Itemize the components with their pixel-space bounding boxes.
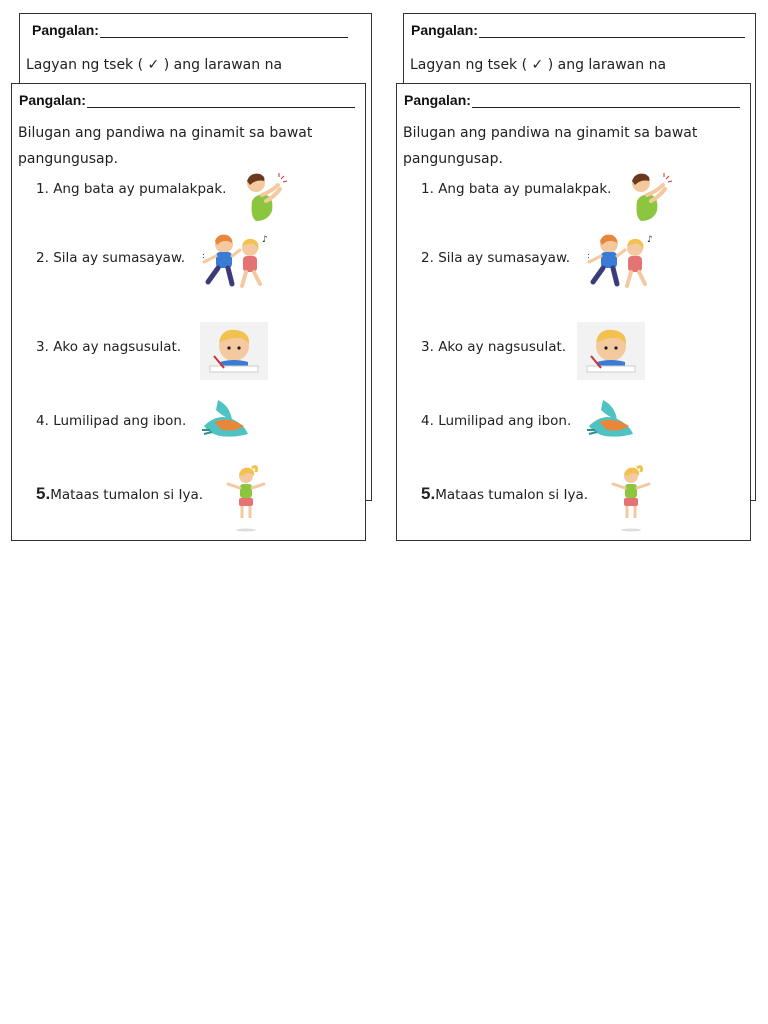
front-worksheet-right — [396, 83, 751, 541]
svg-text:♪: ♪ — [647, 235, 653, 245]
name-field: Pangalan: — [404, 92, 740, 108]
name-field: Pangalan: — [19, 92, 355, 108]
item-1: 1. Ang bata ay pumalakpak. — [36, 181, 227, 197]
item-2: 2. Sila ay sumasayaw. — [421, 250, 571, 266]
item-4: 4. Lumilipad ang ibon. — [36, 413, 187, 429]
clapping-boy-icon — [242, 171, 290, 223]
instruction: Bilugan ang pandiwa na ginamit sa bawat pangungusap. — [403, 125, 698, 167]
back-instruction: Lagyan ng tsek ( ✓ ) ang larawan na — [410, 57, 667, 73]
svg-text::: : — [202, 251, 205, 260]
name-field: Pangalan: — [411, 22, 745, 38]
writing-boy-icon — [200, 322, 268, 380]
item-4: 4. Lumilipad ang ibon. — [421, 413, 572, 429]
name-blank-line[interactable] — [100, 23, 348, 38]
item-3: 3. Ako ay nagsusulat. — [36, 339, 182, 355]
name-field: Pangalan: — [32, 22, 348, 38]
svg-text:♪: ♪ — [262, 235, 268, 245]
svg-text::: : — [587, 251, 590, 260]
front-worksheet-left — [11, 83, 366, 541]
name-blank-line[interactable] — [479, 23, 745, 38]
jumping-girl-icon — [224, 462, 268, 534]
item-5: 5.Mataas tumalon si Iya. — [421, 484, 589, 503]
writing-boy-icon — [577, 322, 645, 380]
flying-bird-icon — [200, 396, 252, 444]
item-2: 2. Sila ay sumasayaw. — [36, 250, 186, 266]
back-instruction: Lagyan ng tsek ( ✓ ) ang larawan na — [26, 57, 283, 73]
jumping-girl-icon — [609, 462, 653, 534]
dancing-kids-icon — [200, 232, 272, 294]
instruction: Bilugan ang pandiwa na ginamit sa bawat pangungusap. — [18, 125, 313, 167]
item-1: 1. Ang bata ay pumalakpak. — [421, 181, 612, 197]
item-3: 3. Ako ay nagsusulat. — [421, 339, 567, 355]
dancing-kids-icon — [585, 232, 657, 294]
item-5: 5.Mataas tumalon si Iya. — [36, 484, 204, 503]
flying-bird-icon — [585, 396, 637, 444]
name-blank-line[interactable] — [472, 93, 740, 108]
clapping-boy-icon — [627, 171, 675, 223]
name-blank-line[interactable] — [87, 93, 355, 108]
